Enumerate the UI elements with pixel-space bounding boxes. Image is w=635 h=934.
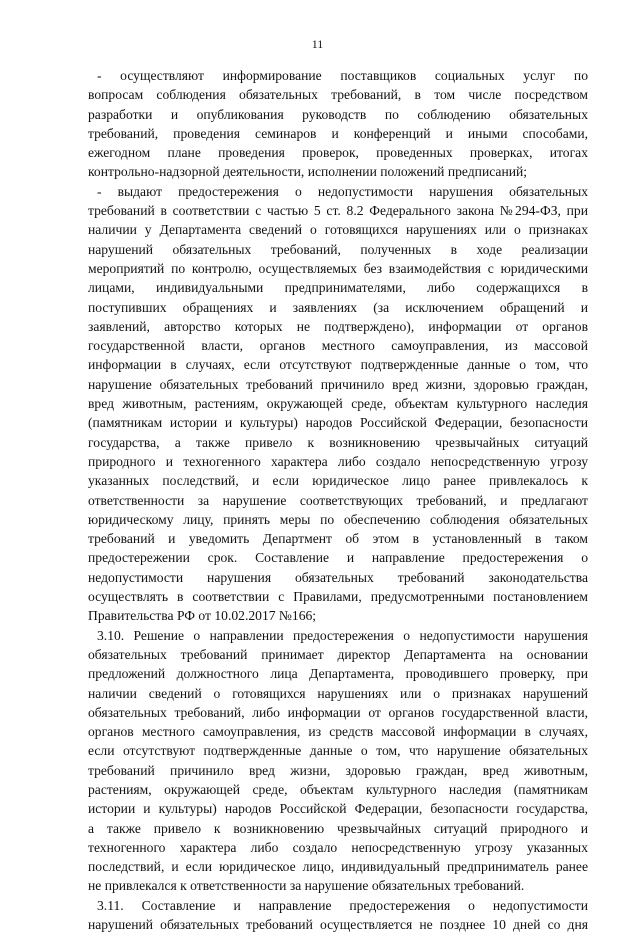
text-line: природного и техногенного характера либо создало непосредственную угрозу [88, 453, 588, 469]
text-line: поступивших обращениях и заявлениях (за исключением обращений и [88, 299, 588, 315]
text-line: растениям, окружающей среде, объектам культурного наследия (памятникам [88, 781, 588, 797]
text-line: ответственности за нарушение соответствующих требований, и предлагают [88, 492, 588, 508]
text-line: недопустимости нарушения обязательных требований законодательства [88, 569, 588, 585]
text-line: требований и уведомить Департмент об этом в установленный в таком [88, 531, 588, 547]
text-line: 3.10. Решение о направлении предостережения о недопустимости нарушения [97, 627, 588, 643]
text-line: последствий, и если юридическое лицо, индивидуальный предприниматель ранее [88, 859, 588, 875]
document-body [88, 66, 588, 934]
text-line: Правительства РФ от 10.02.2017 №166; [88, 608, 317, 624]
text-line: органов местного самоуправления, из средств массовой информации в случаях, [88, 724, 588, 740]
text-line: ежегодном плане проведения проверок, проведенных проверках, итогах [88, 145, 588, 161]
text-line: осуществлять в соответствии с Правилами, предусмотренными постановлением [88, 589, 588, 605]
text-line: требований, проведения семинаров и конференций и иными способами, [88, 125, 588, 141]
text-line: предложений должностного лица Департамента, проводившего проверку, при [88, 666, 588, 682]
paragraph-para-dash-1 [88, 66, 588, 182]
text-line: истории и культуры) народов Российской Федерации, безопасности государства, [88, 801, 588, 817]
text-line: контрольно-надзорной деятельности, исполнении положений предписаний; [88, 164, 528, 180]
text-line: предостережении срок. Составление и направление предостережения о [88, 550, 588, 566]
text-line: - осуществляют информирование поставщиков социальных услуг по [97, 68, 588, 83]
text-line: нарушение обязательных требований причинило вред жизни, здоровью граждан, [88, 376, 588, 392]
text-line: а также привело к возникновению чрезвычайных ситуаций природного и [88, 820, 588, 836]
text-line: требований в соответствии с частью 5 ст. 8.2 Федерального закона №294-ФЗ, при [88, 203, 588, 219]
text-line: наличии сведений о готовящихся нарушениях или о признаках нарушений [88, 685, 588, 701]
text-line: указанных последствий, и если юридическое лицо ранее привлекалось к [88, 473, 588, 489]
text-line: информации в случаях, если отсутствуют подтвержденные данные о том, что [88, 357, 588, 373]
text-line: вопросам соблюдения обязательных требований, в том числе посредством [88, 87, 588, 103]
text-line: техногенного характера либо создало непосредственную угрозу указанных [88, 839, 588, 855]
text-line: обязательных требований, либо информации от органов государственной власти, [88, 704, 588, 720]
text-line: государства, а также привело к возникновению чрезвычайных ситуаций [88, 434, 588, 450]
text-line: 3.11. Составление и направление предостережения о недопустимости [97, 897, 588, 913]
text-line: юридическому лицу, принять меры по обеспечению соблюдения обязательных [88, 511, 588, 527]
text-line: государственной власти, органов местного самоуправления, из массовой [88, 338, 588, 354]
text-line: лицами, индивидуальными предпринимателями, либо содержащихся в [88, 280, 588, 296]
text-line: требований причинило вред жизни, здоровью граждан, вред животным, [88, 762, 588, 778]
text-line: заявлений, авторство которых не подтверждено), информации от органов [88, 318, 588, 334]
text-line: - выдают предостережения о недопустимости нарушения обязательных [97, 183, 588, 199]
paragraph-para-dash-2 [88, 182, 588, 626]
text-line: наличии у Департамента сведений о готовящихся нарушениях или о признаках [88, 222, 588, 238]
text-line: обязательных требований принимает директор Департамента на основании [88, 646, 588, 662]
page-number: 11 [311, 37, 324, 51]
text-line: разработки и опубликования руководств по соблюдению обязательных [88, 106, 588, 122]
text-line: (памятникам истории и культуры) народов Российской Федерации, безопасности [88, 415, 588, 431]
text-line: не привлекался к ответственности за нарушение обязательных требований. [88, 878, 525, 894]
text-line: вред животным, растениям, окружающей среде, объектам культурного наследия [88, 396, 588, 412]
text-line: нарушений обязательных требований осуществляется не позднее 10 дней со дня [88, 917, 588, 933]
text-line: если отсутствуют подтвержденные данные о том, что нарушение обязательных [88, 743, 588, 759]
text-line: мероприятий по контролю, осуществляемых без взаимодействия с юридическими [88, 260, 588, 276]
paragraph-para-3-10 [88, 626, 588, 896]
text-line: нарушений обязательных требований, полученных в ходе реализации [88, 241, 588, 257]
paragraph-para-3-11 [88, 896, 588, 934]
